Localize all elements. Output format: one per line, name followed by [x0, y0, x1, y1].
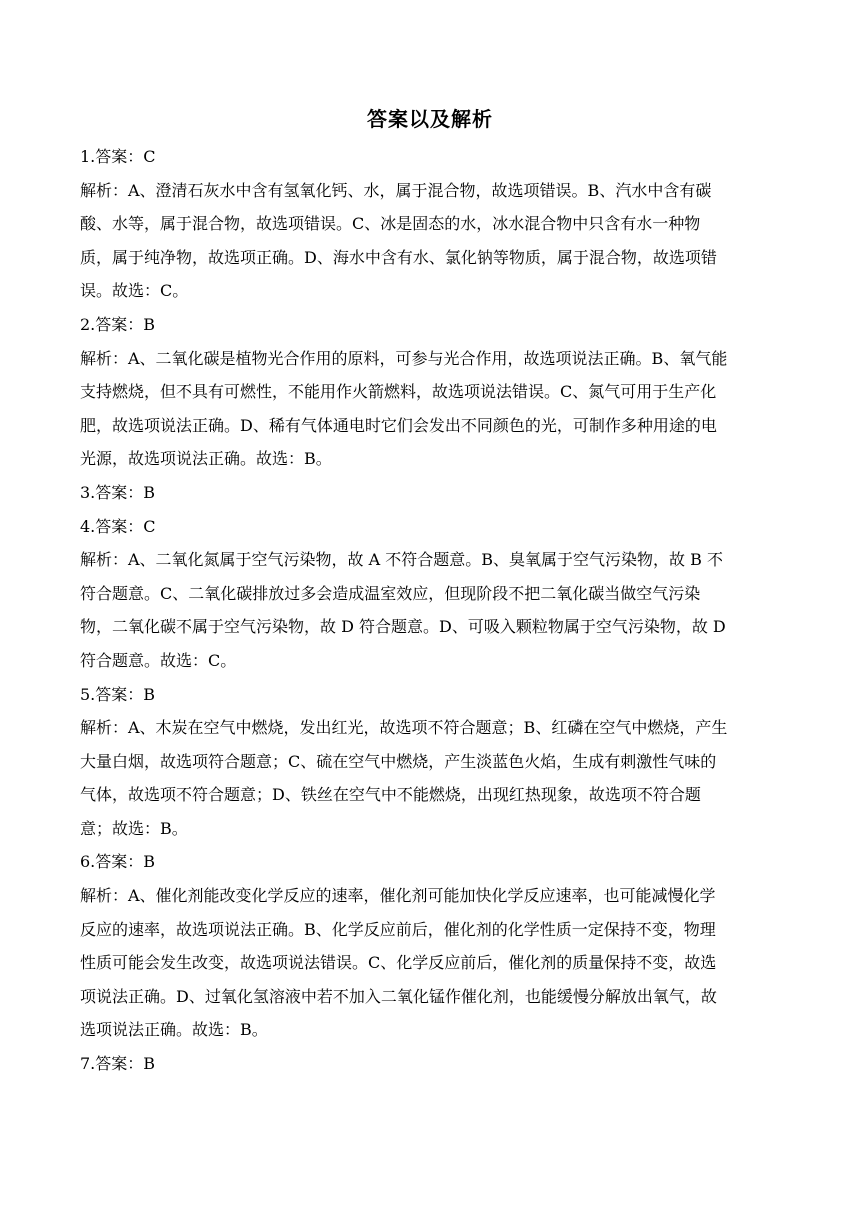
text-line: 3.答案：B [80, 482, 156, 502]
text-line: 解析：A、澄清石灰水中含有氢氧化钙、水，属于混合物，故选项错误。B、汽水中含有碳 [80, 180, 712, 200]
text-line: 选项说法正确。故选：B。 [80, 1020, 268, 1040]
text-line: 大量白烟，故选项符合题意；C、硫在空气中燃烧，产生淡蓝色火焰，生成有刺激性气味的 [80, 751, 717, 771]
page-title: 答案以及解析 [367, 107, 493, 131]
text-line: 5.答案：B [80, 684, 156, 704]
answer-body [80, 140, 780, 1081]
text-line: 2.答案：B [80, 314, 156, 334]
text-line: 6.答案：B [80, 852, 156, 872]
text-line: 4.答案：C [80, 516, 156, 536]
text-line: 意；故选：B。 [80, 818, 188, 838]
text-line: 肥，故选项说法正确。D、稀有气体通电时它们会发出不同颜色的光，可制作多种用途的电 [80, 415, 717, 435]
text-line: 7.答案：B [80, 1054, 156, 1074]
text-line: 1.答案：C [80, 147, 156, 166]
text-line: 光源，故选项说法正确。故选：B。 [80, 449, 332, 469]
text-line: 支持燃烧，但不具有可燃性，不能用作火箭燃料，故选项说法错误。C、氮气可用于生产化 [80, 382, 717, 402]
answer-document [80, 102, 780, 1081]
text-line: 项说法正确。D、过氧化氢溶液中若不加入二氧化锰作催化剂，也能缓慢分解放出氧气，故 [80, 986, 717, 1006]
text-line: 解析：A、催化剂能改变化学反应的速率，催化剂可能加快化学反应速率，也可能减慢化学 [80, 886, 716, 906]
text-line: 解析：A、木炭在空气中燃烧，发出红光，故选项不符合题意；B、红磷在空气中燃烧，产生 [80, 718, 728, 738]
text-line: 解析：A、二氧化碳是植物光合作用的原料，可参与光合作用，故选项说法正确。B、氧气能 [80, 348, 728, 368]
text-line: 性质可能会发生改变，故选项说法错误。C、化学反应前后，催化剂的质量保持不变，故选 [80, 953, 717, 973]
text-line: 物，二氧化碳不属于空气污染物，故 D 符合题意。D、可吸入颗粒物属于空气污染物，故 D [80, 617, 726, 637]
text-line: 气体，故选项不符合题意；D、铁丝在空气中不能燃烧，出现红热现象，故选项不符合题 [80, 785, 701, 805]
text-line: 反应的速率，故选项说法正确。B、化学反应前后，催化剂的化学性质一定保持不变，物理 [80, 919, 716, 939]
text-line: 误。故选：C。 [80, 281, 189, 301]
text-line: 质，属于纯净物，故选项正确。D、海水中含有水、氯化钠等物质，属于混合物，故选项错 [80, 247, 717, 267]
text-line: 解析：A、二氧化氮属于空气污染物，故 A 不符合题意。B、臭氧属于空气污染物，故 B 不 [80, 550, 723, 570]
text-line: 酸、水等，属于混合物，故选项错误。C、冰是固态的水，冰水混合物中只含有水一种物 [80, 214, 701, 234]
text-line: 符合题意。C、二氧化碳排放过多会造成温室效应，但现阶段不把二氧化碳当做空气污染 [80, 583, 701, 603]
text-line: 符合题意。故选：C。 [80, 650, 237, 670]
